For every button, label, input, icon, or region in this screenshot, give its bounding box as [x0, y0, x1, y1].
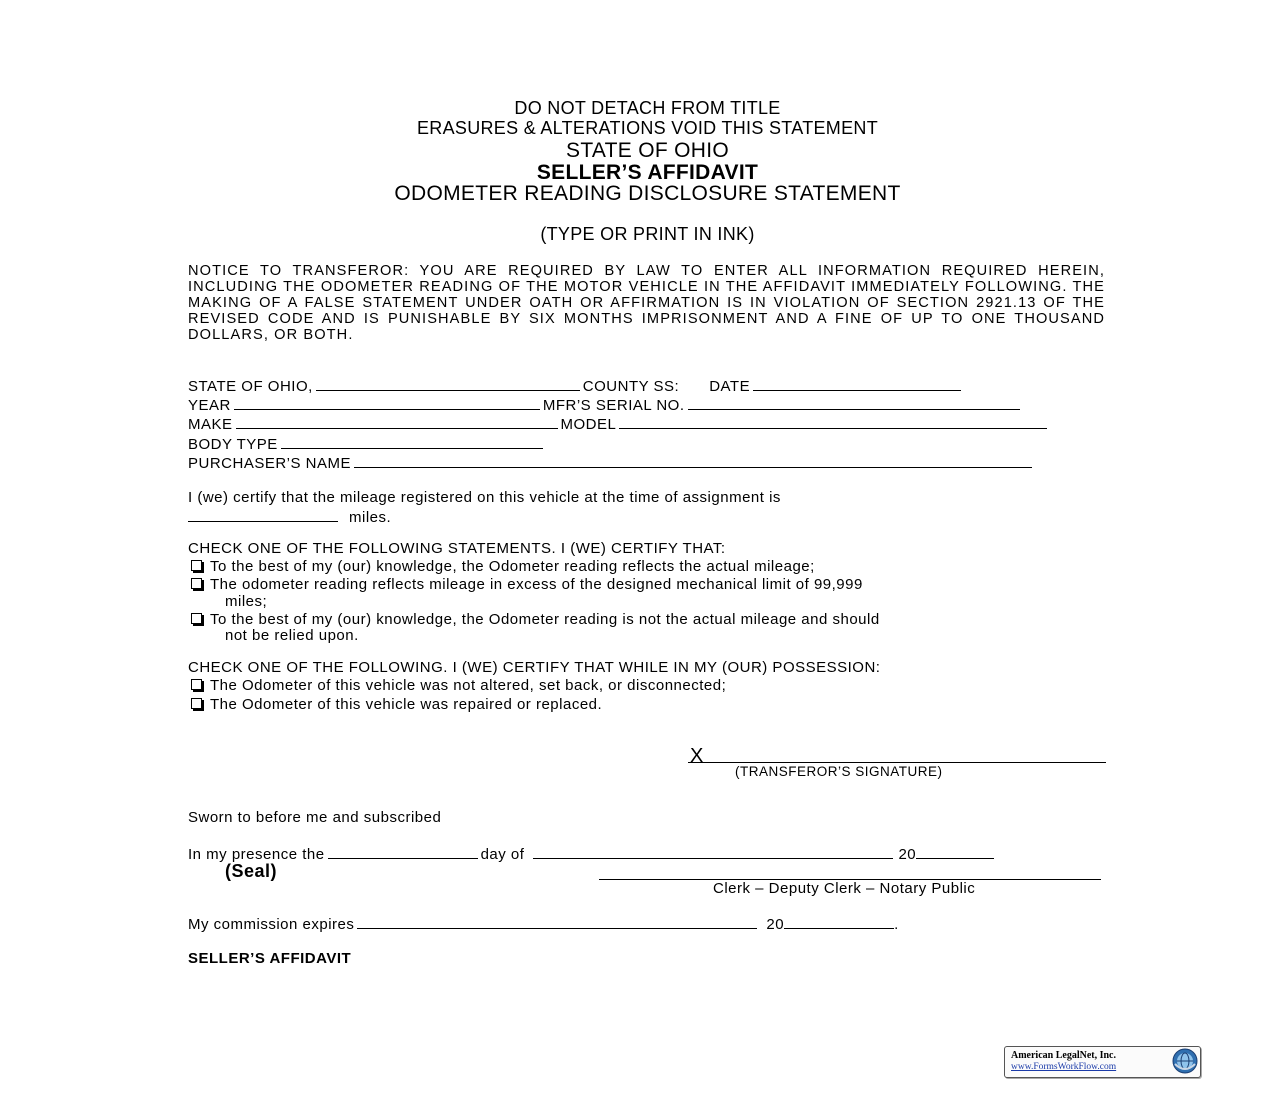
purchaser-label: PURCHASER’S NAME — [188, 455, 352, 472]
document-subtitle: ODOMETER READING DISCLOSURE STATEMENT — [394, 182, 901, 205]
commission-year-prefix: 20 — [766, 916, 785, 933]
miles-unit: miles. — [349, 509, 392, 526]
day-field[interactable] — [328, 844, 478, 859]
header-line-detach: DO NOT DETACH FROM TITLE — [514, 98, 781, 118]
row-make-model — [188, 414, 1050, 433]
checkbox-repaired[interactable] — [191, 698, 202, 709]
mileage-certify-text: I (we) certify that the mileage registered on this vehicle at the time of assignment is — [188, 489, 781, 506]
option-not-altered — [191, 677, 726, 694]
print-instruction: (TYPE OR PRINT IN INK) — [540, 224, 755, 244]
serial-field[interactable] — [688, 395, 1020, 410]
globe-icon — [1172, 1048, 1198, 1074]
option-not-actual-cont: not be relied upon. — [225, 627, 359, 644]
option-exceeds-limit — [191, 576, 863, 593]
seal-label: (Seal) — [225, 861, 278, 881]
row-mileage — [188, 507, 391, 526]
commission-date-field[interactable] — [357, 914, 757, 929]
checkbox-not-actual[interactable] — [191, 613, 202, 624]
row-state-county-date — [188, 376, 964, 395]
county-field[interactable] — [316, 376, 580, 391]
commission-label: My commission expires — [188, 916, 355, 933]
option-exceeds-limit-text: The odometer reading reflects mileage in excess of the designed mechanical limit of 99,999 — [210, 576, 863, 593]
model-label: MODEL — [560, 416, 617, 433]
date-field[interactable] — [753, 376, 961, 391]
possession-heading: CHECK ONE OF THE FOLLOWING. I (WE) CERTIFY THAT WHILE IN MY (OUR) POSSESSION: — [188, 659, 881, 676]
header-state: STATE OF OHIO — [566, 139, 729, 162]
row-year-serial — [188, 395, 1023, 414]
year-field[interactable] — [234, 395, 540, 410]
option-actual-mileage-text: To the best of my (our) knowledge, the Odometer reading reflects the actual mileage; — [210, 558, 815, 575]
serial-label: MFR’S SERIAL NO. — [542, 397, 685, 414]
state-label: STATE OF OHIO, — [188, 378, 313, 395]
logo-company-name: American LegalNet, Inc. — [1011, 1050, 1116, 1061]
document-title: SELLER’S AFFIDAVIT — [536, 161, 759, 184]
date-label: DATE — [709, 378, 751, 395]
row-purchaser — [188, 453, 1035, 472]
option-repaired — [191, 696, 602, 713]
check-one-heading: CHECK ONE OF THE FOLLOWING STATEMENTS. I (WE) CERTIFY THAT: — [188, 540, 726, 557]
option-not-actual-text: To the best of my (our) knowledge, the Odometer reading is not the actual mileage and should — [210, 611, 880, 628]
purchaser-field[interactable] — [354, 453, 1032, 468]
body-type-field[interactable] — [281, 434, 543, 449]
notary-year-field[interactable] — [916, 844, 994, 859]
signature-x-mark: X — [690, 745, 704, 767]
year-label: YEAR — [188, 397, 231, 414]
option-actual-mileage — [191, 558, 815, 575]
header-line-erasures: ERASURES & ALTERATIONS VOID THIS STATEMENT — [416, 118, 878, 138]
option-repaired-text: The Odometer of this vehicle was repaired or replaced. — [210, 696, 603, 713]
commission-year-field[interactable] — [784, 914, 894, 929]
footer-title: SELLER’S AFFIDAVIT — [188, 950, 352, 967]
checkbox-not-altered[interactable] — [191, 679, 202, 690]
make-field[interactable] — [236, 414, 558, 429]
county-label: COUNTY SS: — [582, 378, 680, 395]
row-presence — [188, 844, 997, 863]
row-body-type — [188, 434, 546, 453]
day-of-label: day of — [480, 846, 525, 863]
checkbox-exceeds-limit[interactable] — [191, 578, 202, 589]
month-field[interactable] — [533, 844, 893, 859]
year-prefix: 20 — [898, 846, 917, 863]
option-not-altered-text: The Odometer of this vehicle was not altered, set back, or disconnected; — [210, 677, 727, 694]
option-exceeds-limit-cont: miles; — [225, 593, 268, 610]
american-legalnet-logo[interactable] — [1004, 1046, 1201, 1078]
option-not-actual — [191, 611, 880, 628]
mileage-field[interactable] — [188, 507, 338, 522]
sworn-text: Sworn to before me and subscribed — [188, 809, 442, 826]
logo-url[interactable]: www.FormsWorkFlow.com — [1011, 1062, 1117, 1072]
model-field[interactable] — [619, 414, 1047, 429]
checkbox-actual-mileage[interactable] — [191, 560, 202, 571]
notice-to-transferor: NOTICE TO TRANSFEROR: YOU ARE REQUIRED BY LAW TO ENTER ALL INFORMATION REQUIRED HEREIN, INCLUDING THE ODOMETER READING OF THE MOTOR VEHICLE IN THE AFFIDAVIT IMMEDIATELY FOLLOWING. THE MAKING OF A FALSE STATEMENT UNDER OATH OR AFFIRMATION IS IN VIOLATION OF SECTION 2921.13 OF THE REVISED CODE AND IS PUNISHABLE BY SIX MONTHS IMPRISONMENT AND A FINE OF UP TO ONE THOUSAND DOLLARS, OR BOTH. — [188, 263, 1105, 343]
make-label: MAKE — [188, 416, 233, 433]
commission-period: . — [894, 916, 899, 933]
signature-label: (TRANSFEROR’S SIGNATURE) — [735, 764, 943, 779]
clerk-label: Clerk – Deputy Clerk – Notary Public — [713, 880, 976, 897]
transferor-signature-line[interactable] — [688, 762, 1106, 763]
presence-label: In my presence the — [188, 846, 325, 863]
body-type-label: BODY TYPE — [188, 436, 278, 453]
row-commission — [188, 914, 899, 933]
